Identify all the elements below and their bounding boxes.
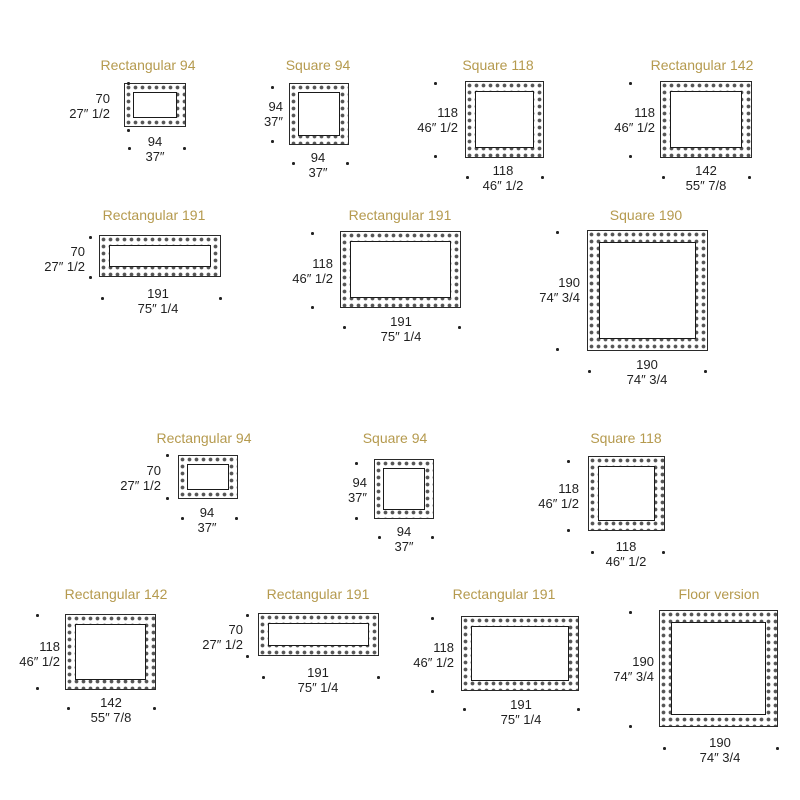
width-dimension <box>394 524 413 554</box>
dimension-tick-mark <box>271 86 274 89</box>
height-inches: 27″ 1/2 <box>44 259 85 274</box>
dimension-tick-mark <box>541 176 544 179</box>
width-cm: 142 <box>695 163 717 178</box>
dimension-tick-mark <box>311 232 314 235</box>
dimension-tick-mark <box>748 176 751 179</box>
model-title: Rectangular 142 <box>650 57 754 73</box>
width-cm: 94 <box>147 134 163 149</box>
height-inches: 27″ 1/2 <box>120 478 161 493</box>
dimension-tick-mark <box>127 82 130 85</box>
model-title: Rectangular 142 <box>64 586 168 602</box>
mirror-glass <box>75 624 146 680</box>
dimension-tick-mark <box>378 536 381 539</box>
mirror-glass <box>187 464 229 490</box>
mirror-glass <box>671 622 766 715</box>
width-dimension <box>138 286 179 316</box>
height-cm: 118 <box>39 639 60 654</box>
height-dimension <box>348 475 367 505</box>
dimension-tick-mark <box>101 297 104 300</box>
dimension-tick-mark <box>704 370 707 373</box>
ornamental-mirror-frame-icon <box>258 613 379 656</box>
mirror-glass <box>670 91 742 148</box>
dimension-tick-mark <box>463 708 466 711</box>
dimension-tick-mark <box>311 306 314 309</box>
dimension-tick-mark <box>431 690 434 693</box>
width-cm: 191 <box>307 665 329 680</box>
height-dimension <box>413 640 454 670</box>
mirror-glass <box>598 466 655 521</box>
dimension-tick-mark <box>292 162 295 165</box>
width-inches: 55″ 7/8 <box>685 178 727 193</box>
width-inches: 37″ <box>145 149 165 164</box>
dimension-tick-mark <box>343 326 346 329</box>
height-cm: 70 <box>95 91 110 106</box>
model-title: Rectangular 191 <box>348 207 452 223</box>
dimension-tick-mark <box>662 551 665 554</box>
height-cm: 94 <box>352 475 367 490</box>
width-cm: 191 <box>390 314 412 329</box>
height-inches: 46″ 1/2 <box>538 496 579 511</box>
height-cm: 118 <box>312 256 333 271</box>
width-dimension <box>308 150 327 180</box>
model-title: Square 94 <box>362 430 428 446</box>
width-dimension <box>700 735 741 765</box>
height-cm: 118 <box>433 640 454 655</box>
dimension-tick-mark <box>355 517 358 520</box>
dimension-tick-mark <box>577 708 580 711</box>
ornamental-mirror-frame-icon <box>124 83 186 127</box>
height-dimension <box>613 654 654 684</box>
height-inches: 74″ 3/4 <box>539 290 580 305</box>
height-cm: 70 <box>146 463 161 478</box>
dimension-tick-mark <box>127 129 130 132</box>
width-dimension <box>298 665 339 695</box>
ornamental-mirror-frame-icon <box>588 456 665 531</box>
dimension-tick-mark <box>776 747 779 750</box>
height-dimension <box>614 105 655 135</box>
height-cm: 190 <box>632 654 654 669</box>
ornamental-mirror-frame-icon <box>99 235 221 277</box>
model-title: Square 118 <box>462 57 534 73</box>
mirror-glass <box>350 241 451 298</box>
dimension-tick-mark <box>629 611 632 614</box>
dimension-tick-mark <box>629 82 632 85</box>
mirror-glass <box>599 242 696 339</box>
width-cm: 190 <box>709 735 731 750</box>
mirror-glass <box>383 468 425 510</box>
dimension-tick-mark <box>567 460 570 463</box>
height-dimension <box>44 244 85 274</box>
height-inches: 46″ 1/2 <box>413 655 454 670</box>
model-title: Rectangular 94 <box>156 430 252 446</box>
mirror-glass <box>133 92 177 118</box>
model-title: Rectangular 191 <box>102 207 206 223</box>
height-cm: 70 <box>228 622 243 637</box>
width-cm: 94 <box>396 524 412 539</box>
height-cm: 190 <box>558 275 580 290</box>
height-inches: 27″ 1/2 <box>69 106 110 121</box>
dimension-tick-mark <box>128 147 131 150</box>
dimension-tick-mark <box>434 155 437 158</box>
dimension-tick-mark <box>662 176 665 179</box>
ornamental-mirror-frame-icon <box>178 455 238 499</box>
height-inches: 37″ <box>263 114 283 129</box>
width-dimension <box>145 134 164 164</box>
model-title: Rectangular 191 <box>266 586 370 602</box>
height-cm: 118 <box>437 105 458 120</box>
height-dimension <box>264 99 283 129</box>
height-inches: 46″ 1/2 <box>417 120 458 135</box>
dimension-tick-mark <box>235 517 238 520</box>
dimension-tick-mark <box>434 82 437 85</box>
height-cm: 118 <box>558 481 579 496</box>
dimension-tick-mark <box>153 707 156 710</box>
height-dimension <box>417 105 458 135</box>
width-inches: 37″ <box>197 520 217 535</box>
width-dimension <box>627 357 668 387</box>
dimension-tick-mark <box>431 536 434 539</box>
width-inches: 74″ 3/4 <box>626 372 668 387</box>
ornamental-mirror-frame-icon <box>461 616 579 691</box>
width-cm: 118 <box>615 539 637 554</box>
width-cm: 118 <box>492 163 514 178</box>
dimension-tick-mark <box>663 747 666 750</box>
height-inches: 74″ 3/4 <box>613 669 654 684</box>
height-inches: 37″ <box>347 490 367 505</box>
height-dimension <box>292 256 333 286</box>
width-inches: 37″ <box>394 539 414 554</box>
dimension-tick-mark <box>355 462 358 465</box>
width-inches: 75″ 1/4 <box>137 301 179 316</box>
height-dimension <box>120 463 161 493</box>
height-dimension <box>69 91 110 121</box>
ornamental-mirror-frame-icon <box>340 231 461 308</box>
ornamental-mirror-frame-icon <box>659 610 778 727</box>
model-title: Square 118 <box>590 430 662 446</box>
height-inches: 27″ 1/2 <box>202 637 243 652</box>
dimension-tick-mark <box>556 348 559 351</box>
dimension-tick-mark <box>166 454 169 457</box>
dimension-tick-mark <box>271 140 274 143</box>
model-title: Square 190 <box>609 207 683 223</box>
dimension-tick-mark <box>556 231 559 234</box>
dimension-tick-mark <box>567 529 570 532</box>
dimension-tick-mark <box>219 297 222 300</box>
height-cm: 70 <box>70 244 85 259</box>
dimension-tick-mark <box>629 725 632 728</box>
mirror-glass <box>109 245 211 267</box>
mirror-glass <box>471 626 569 681</box>
dimension-tick-mark <box>262 676 265 679</box>
width-dimension <box>381 314 422 344</box>
dimension-tick-mark <box>183 147 186 150</box>
width-inches: 55″ 7/8 <box>90 710 132 725</box>
dimension-tick-mark <box>588 370 591 373</box>
height-dimension <box>202 622 243 652</box>
ornamental-mirror-frame-icon <box>65 614 156 690</box>
dimension-tick-mark <box>431 617 434 620</box>
dimension-tick-mark <box>246 655 249 658</box>
width-cm: 142 <box>100 695 122 710</box>
width-cm: 190 <box>636 357 658 372</box>
width-cm: 191 <box>147 286 169 301</box>
width-dimension <box>686 163 727 193</box>
dimension-tick-mark <box>166 497 169 500</box>
width-inches: 75″ 1/4 <box>500 712 542 727</box>
width-inches: 75″ 1/4 <box>297 680 339 695</box>
model-title: Square 94 <box>285 57 351 73</box>
dimension-tick-mark <box>36 687 39 690</box>
dimension-tick-mark <box>466 176 469 179</box>
mirror-glass <box>298 92 340 136</box>
width-cm: 191 <box>510 697 532 712</box>
dimension-tick-mark <box>458 326 461 329</box>
width-dimension <box>91 695 132 725</box>
height-inches: 46″ 1/2 <box>292 271 333 286</box>
model-title: Rectangular 94 <box>100 57 196 73</box>
mirror-glass <box>268 623 369 646</box>
height-cm: 118 <box>634 105 655 120</box>
dimension-tick-mark <box>67 707 70 710</box>
width-dimension <box>501 697 542 727</box>
model-title: Rectangular 191 <box>452 586 556 602</box>
dimension-tick-mark <box>89 236 92 239</box>
mirror-glass <box>475 91 534 148</box>
dimension-tick-mark <box>346 162 349 165</box>
width-inches: 37″ <box>308 165 328 180</box>
dimension-tick-mark <box>246 614 249 617</box>
ornamental-mirror-frame-icon <box>374 459 434 519</box>
dimension-tick-mark <box>377 676 380 679</box>
height-inches: 46″ 1/2 <box>614 120 655 135</box>
dimension-tick-mark <box>591 551 594 554</box>
height-dimension <box>19 639 60 669</box>
height-inches: 46″ 1/2 <box>19 654 60 669</box>
width-cm: 94 <box>199 505 215 520</box>
width-cm: 94 <box>310 150 326 165</box>
width-dimension <box>483 163 524 193</box>
ornamental-mirror-frame-icon <box>289 83 349 145</box>
ornamental-mirror-frame-icon <box>587 230 708 351</box>
width-inches: 46″ 1/2 <box>482 178 524 193</box>
model-title: Floor version <box>678 586 760 602</box>
width-dimension <box>197 505 216 535</box>
dimension-tick-mark <box>36 614 39 617</box>
ornamental-mirror-frame-icon <box>660 81 752 158</box>
width-inches: 75″ 1/4 <box>380 329 422 344</box>
width-inches: 46″ 1/2 <box>605 554 647 569</box>
height-cm: 94 <box>268 99 283 114</box>
dimension-tick-mark <box>629 155 632 158</box>
width-dimension <box>606 539 647 569</box>
ornamental-mirror-frame-icon <box>465 81 544 158</box>
width-inches: 74″ 3/4 <box>699 750 741 765</box>
dimension-tick-mark <box>89 276 92 279</box>
height-dimension <box>539 275 580 305</box>
height-dimension <box>538 481 579 511</box>
dimension-tick-mark <box>181 517 184 520</box>
